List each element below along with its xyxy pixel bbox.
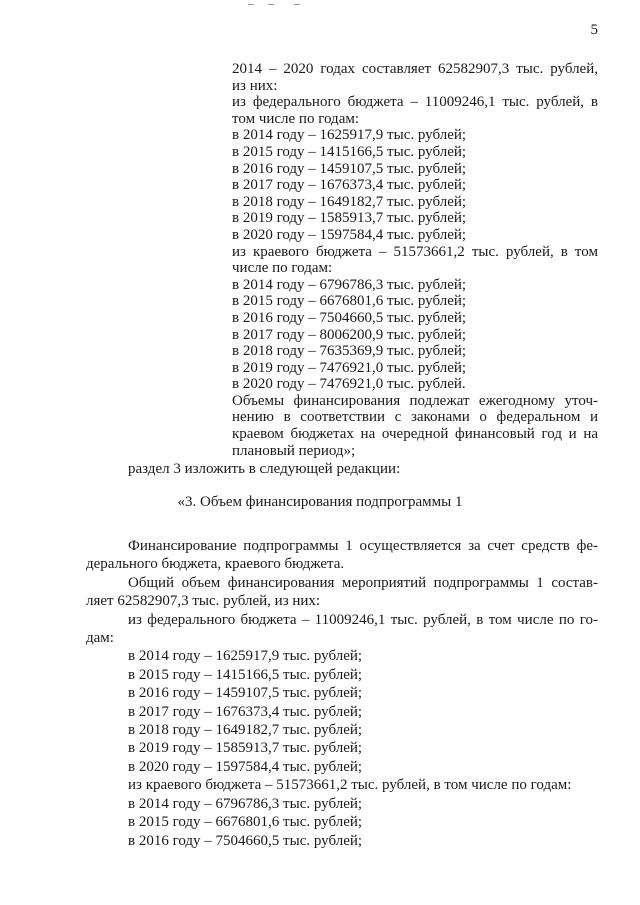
- list-item: в 2016 году – 1459107,5 тыс. рублей;: [232, 160, 467, 177]
- list-item: в 2015 году – 1415166,5 тыс. рублей;: [128, 666, 363, 683]
- list-item: в 2017 году – 8006200,9 тыс. рублей;: [232, 326, 467, 343]
- list-item: в 2019 году – 7476921,0 тыс. рублей;: [232, 359, 467, 376]
- list-item: в 2019 году – 1585913,7 тыс. рублей;: [232, 210, 467, 227]
- list-item: в 2020 году – 1597584,4 тыс. рублей;: [232, 226, 467, 243]
- federal-years-list: [232, 127, 598, 243]
- text-line: Объемы финансирования подлежат ежегодному уточ-: [232, 392, 598, 409]
- text-line: том числе по годам:: [232, 110, 360, 127]
- text-line: плановый период»;: [232, 442, 356, 459]
- paragraph-line: ляет 62582907,3 тыс. рублей, из них:: [86, 593, 321, 610]
- scan-artifact: [294, 4, 300, 5]
- text-line: из них:: [232, 77, 278, 94]
- federal-years-list: [86, 647, 598, 776]
- list-item: в 2014 году – 6796786,3 тыс. рублей;: [128, 795, 363, 812]
- text-line: из федерального бюджета – 11009246,1 тыс. рублей, в: [232, 94, 598, 111]
- list-item: в 2015 году – 1415166,5 тыс. рублей;: [232, 143, 467, 160]
- text-line: краевом бюджетах на очередной финансовый год и на: [232, 426, 598, 443]
- regional-years-list: [86, 795, 598, 850]
- text-line: нению в соответствии с законами о федеральном и: [232, 409, 598, 426]
- list-item: в 2018 году – 1649182,7 тыс. рублей;: [232, 193, 467, 210]
- paragraph-line: Финансирование подпрограммы 1 осуществляется за счет средств фе-: [128, 538, 598, 554]
- paragraph-line: дам:: [86, 630, 114, 647]
- list-item: в 2016 году – 7504660,5 тыс. рублей;: [232, 309, 467, 326]
- list-item: в 2019 году – 1585913,7 тыс. рублей;: [128, 740, 363, 757]
- paragraph-line: Общий объем финансирования мероприятий подпрограммы 1 состав-: [128, 574, 598, 591]
- list-item: в 2016 году – 7504660,5 тыс. рублей;: [128, 832, 363, 849]
- section-heading: «3. Объем финансирования подпрограммы 1: [177, 494, 463, 510]
- list-item: в 2020 году – 1597584,4 тыс. рублей;: [128, 758, 363, 775]
- list-item: в 2015 году – 6676801,6 тыс. рублей;: [128, 814, 363, 831]
- scan-artifact: [248, 4, 254, 5]
- list-item: в 2015 году – 6676801,6 тыс. рублей;: [232, 293, 467, 310]
- text-line: 2014 – 2020 годах составляет 62582907,3 тыс. рублей,: [232, 61, 598, 77]
- list-item: в 2017 году – 1676373,4 тыс. рублей;: [232, 177, 467, 194]
- text-line: числе по годам:: [232, 260, 333, 277]
- regional-years-list: [232, 277, 598, 393]
- amendment-instruction: раздел 3 изложить в следующей редакции:: [128, 461, 401, 477]
- text-line: из краевого бюджета – 51573661,2 тыс. рублей, в том: [232, 243, 598, 260]
- page-number: 5: [590, 22, 598, 38]
- list-item: в 2018 году – 1649182,7 тыс. рублей;: [128, 722, 363, 739]
- scan-artifact: [268, 4, 274, 5]
- paragraph-line: из краевого бюджета – 51573661,2 тыс. рублей, в том числе по годам:: [128, 777, 572, 794]
- list-item: в 2017 году – 1676373,4 тыс. рублей;: [128, 703, 363, 720]
- list-item: в 2014 году – 1625917,9 тыс. рублей;: [232, 127, 467, 144]
- paragraph-line: из федерального бюджета – 11009246,1 тыс. рублей, в том числе по го-: [128, 611, 598, 628]
- list-item: в 2014 году – 1625917,9 тыс. рублей;: [128, 648, 363, 665]
- list-item: в 2020 году – 7476921,0 тыс. рублей.: [232, 376, 466, 393]
- list-item: в 2016 году – 1459107,5 тыс. рублей;: [128, 685, 363, 702]
- funding-summary-block: [232, 61, 598, 459]
- paragraph-line: дерального бюджета, краевого бюджета.: [86, 556, 345, 573]
- list-item: в 2014 году – 6796786,3 тыс. рублей;: [232, 276, 467, 293]
- section-body: [86, 537, 598, 850]
- list-item: в 2018 году – 7635369,9 тыс. рублей;: [232, 343, 467, 360]
